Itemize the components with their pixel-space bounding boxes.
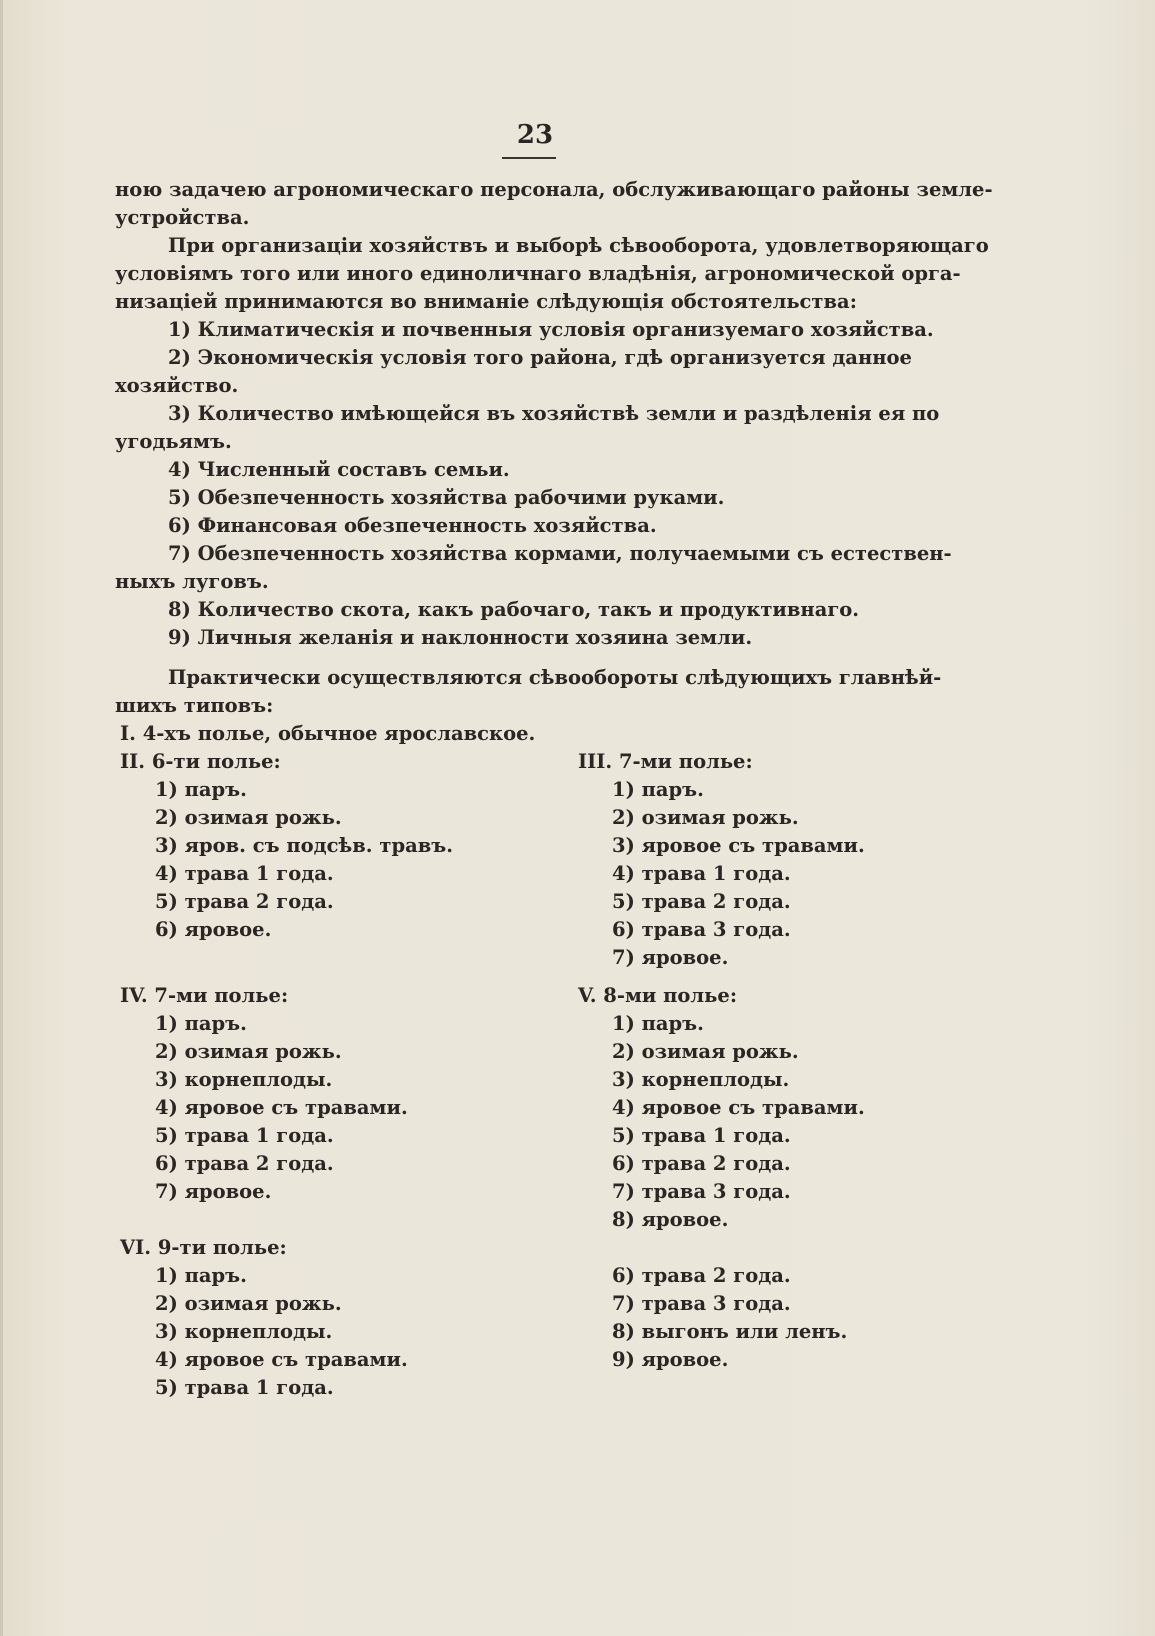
rotation-item: 5) трава 2 года. — [612, 890, 791, 913]
rotation-item: 5) трава 1 года. — [155, 1376, 334, 1399]
rotation-item: 2) озимая рожь. — [612, 806, 799, 829]
body-line: ныхъ луговъ. — [115, 570, 269, 593]
body-line: низацiей принимаются во вниманiе слѣдующiя обстоятельства: — [115, 290, 857, 313]
rotation-item: 1) паръ. — [155, 778, 247, 801]
condition-item: 1) Климатическiя и почвенныя условiя организуемаго хозяйства. — [168, 318, 934, 341]
rotation-item: 7) яровое. — [612, 946, 729, 969]
rotation-item: 3) корнеплоды. — [155, 1068, 333, 1091]
rotation-item: 6) трава 2 года. — [612, 1264, 791, 1287]
page-number: 23 — [516, 120, 554, 150]
rotation-item: 1) паръ. — [155, 1264, 247, 1287]
condition-item: 4) Численный составъ семьи. — [168, 458, 510, 481]
rotation-item: 6) трава 2 года. — [612, 1152, 791, 1175]
condition-item: 2) Экономическiя условiя того района, гдѣ организуется данное — [168, 346, 912, 369]
condition-item: 6) Финансовая обезпеченность хозяйства. — [168, 514, 657, 537]
rotation-item: 1) паръ. — [155, 1012, 247, 1035]
condition-item: 5) Обезпеченность хозяйства рабочими руками. — [168, 486, 725, 509]
rotation-item: 7) трава 3 года. — [612, 1180, 791, 1203]
rotation-item: 4) яровое съ травами. — [612, 1096, 865, 1119]
rotation-item: 4) трава 1 года. — [155, 862, 334, 885]
condition-item: 8) Количество скота, какъ рабочаго, такъ и продуктивнаго. — [168, 598, 860, 621]
rotation-item: 4) яровое съ травами. — [155, 1348, 408, 1371]
rotation-item: 4) яровое съ травами. — [155, 1096, 408, 1119]
body-line: устройства. — [115, 206, 250, 229]
rotation-item: 6) яровое. — [155, 918, 272, 941]
page-edge — [0, 0, 3, 1636]
condition-item: 9) Личныя желанiя и наклонности хозяина земли. — [168, 626, 753, 649]
body-line: шихъ типовъ: — [115, 694, 274, 717]
rotation-item: 4) трава 1 года. — [612, 862, 791, 885]
rotation-item: 1) паръ. — [612, 778, 704, 801]
rotation-item: 2) озимая рожь. — [155, 1292, 342, 1315]
body-line: условiямъ того или иного единоличнаго владѣнiя, агрономической орга- — [115, 262, 961, 285]
rotation-item: 6) трава 3 года. — [612, 918, 791, 941]
rotation-item: 5) трава 1 года. — [612, 1124, 791, 1147]
body-line: хозяйство. — [115, 374, 239, 397]
rotation-heading: I. 4-хъ полье, обычное ярославское. — [120, 722, 536, 745]
rotation-heading: IV. 7-ми полье: — [120, 984, 289, 1007]
body-line: Практически осуществляются сѣвообороты слѣдующихъ главнѣй- — [168, 666, 942, 689]
rotation-item: 9) яровое. — [612, 1348, 729, 1371]
rotation-heading: V. 8-ми полье: — [578, 984, 738, 1007]
body-line: ною задачею агрономическаго персонала, обслуживающаго районы земле- — [115, 178, 993, 201]
rotation-item: 2) озимая рожь. — [612, 1040, 799, 1063]
rotation-item: 3) корнеплоды. — [155, 1320, 333, 1343]
condition-item: 7) Обезпеченность хозяйства кормами, получаемыми съ естествен- — [168, 542, 952, 565]
rotation-item: 7) трава 3 года. — [612, 1292, 791, 1315]
rotation-item: 2) озимая рожь. — [155, 806, 342, 829]
rotation-item: 6) трава 2 года. — [155, 1152, 334, 1175]
rotation-heading: III. 7-ми полье: — [578, 750, 753, 773]
rotation-heading: VI. 9-ти полье: — [120, 1236, 287, 1259]
rotation-item: 8) яровое. — [612, 1208, 729, 1231]
rotation-item: 2) озимая рожь. — [155, 1040, 342, 1063]
condition-item: 3) Количество имѣющейся въ хозяйствѣ земли и раздѣленiя ея по — [168, 402, 940, 425]
body-line: При организацiи хозяйствъ и выборѣ сѣвооборота, удовлетворяющаго — [168, 234, 989, 257]
rotation-item: 5) трава 2 года. — [155, 890, 334, 913]
rotation-item: 7) яровое. — [155, 1180, 272, 1203]
rotation-item: 3) яровое съ травами. — [612, 834, 865, 857]
rotation-item: 1) паръ. — [612, 1012, 704, 1035]
rotation-item: 3) корнеплоды. — [612, 1068, 790, 1091]
rotation-item: 8) выгонъ или ленъ. — [612, 1320, 848, 1343]
body-line: угодьямъ. — [115, 430, 232, 453]
rotation-item: 3) яров. съ подсѣв. травъ. — [155, 834, 454, 857]
rotation-heading: II. 6-ти полье: — [120, 750, 281, 773]
page-number-rule — [502, 157, 556, 159]
rotation-item: 5) трава 1 года. — [155, 1124, 334, 1147]
